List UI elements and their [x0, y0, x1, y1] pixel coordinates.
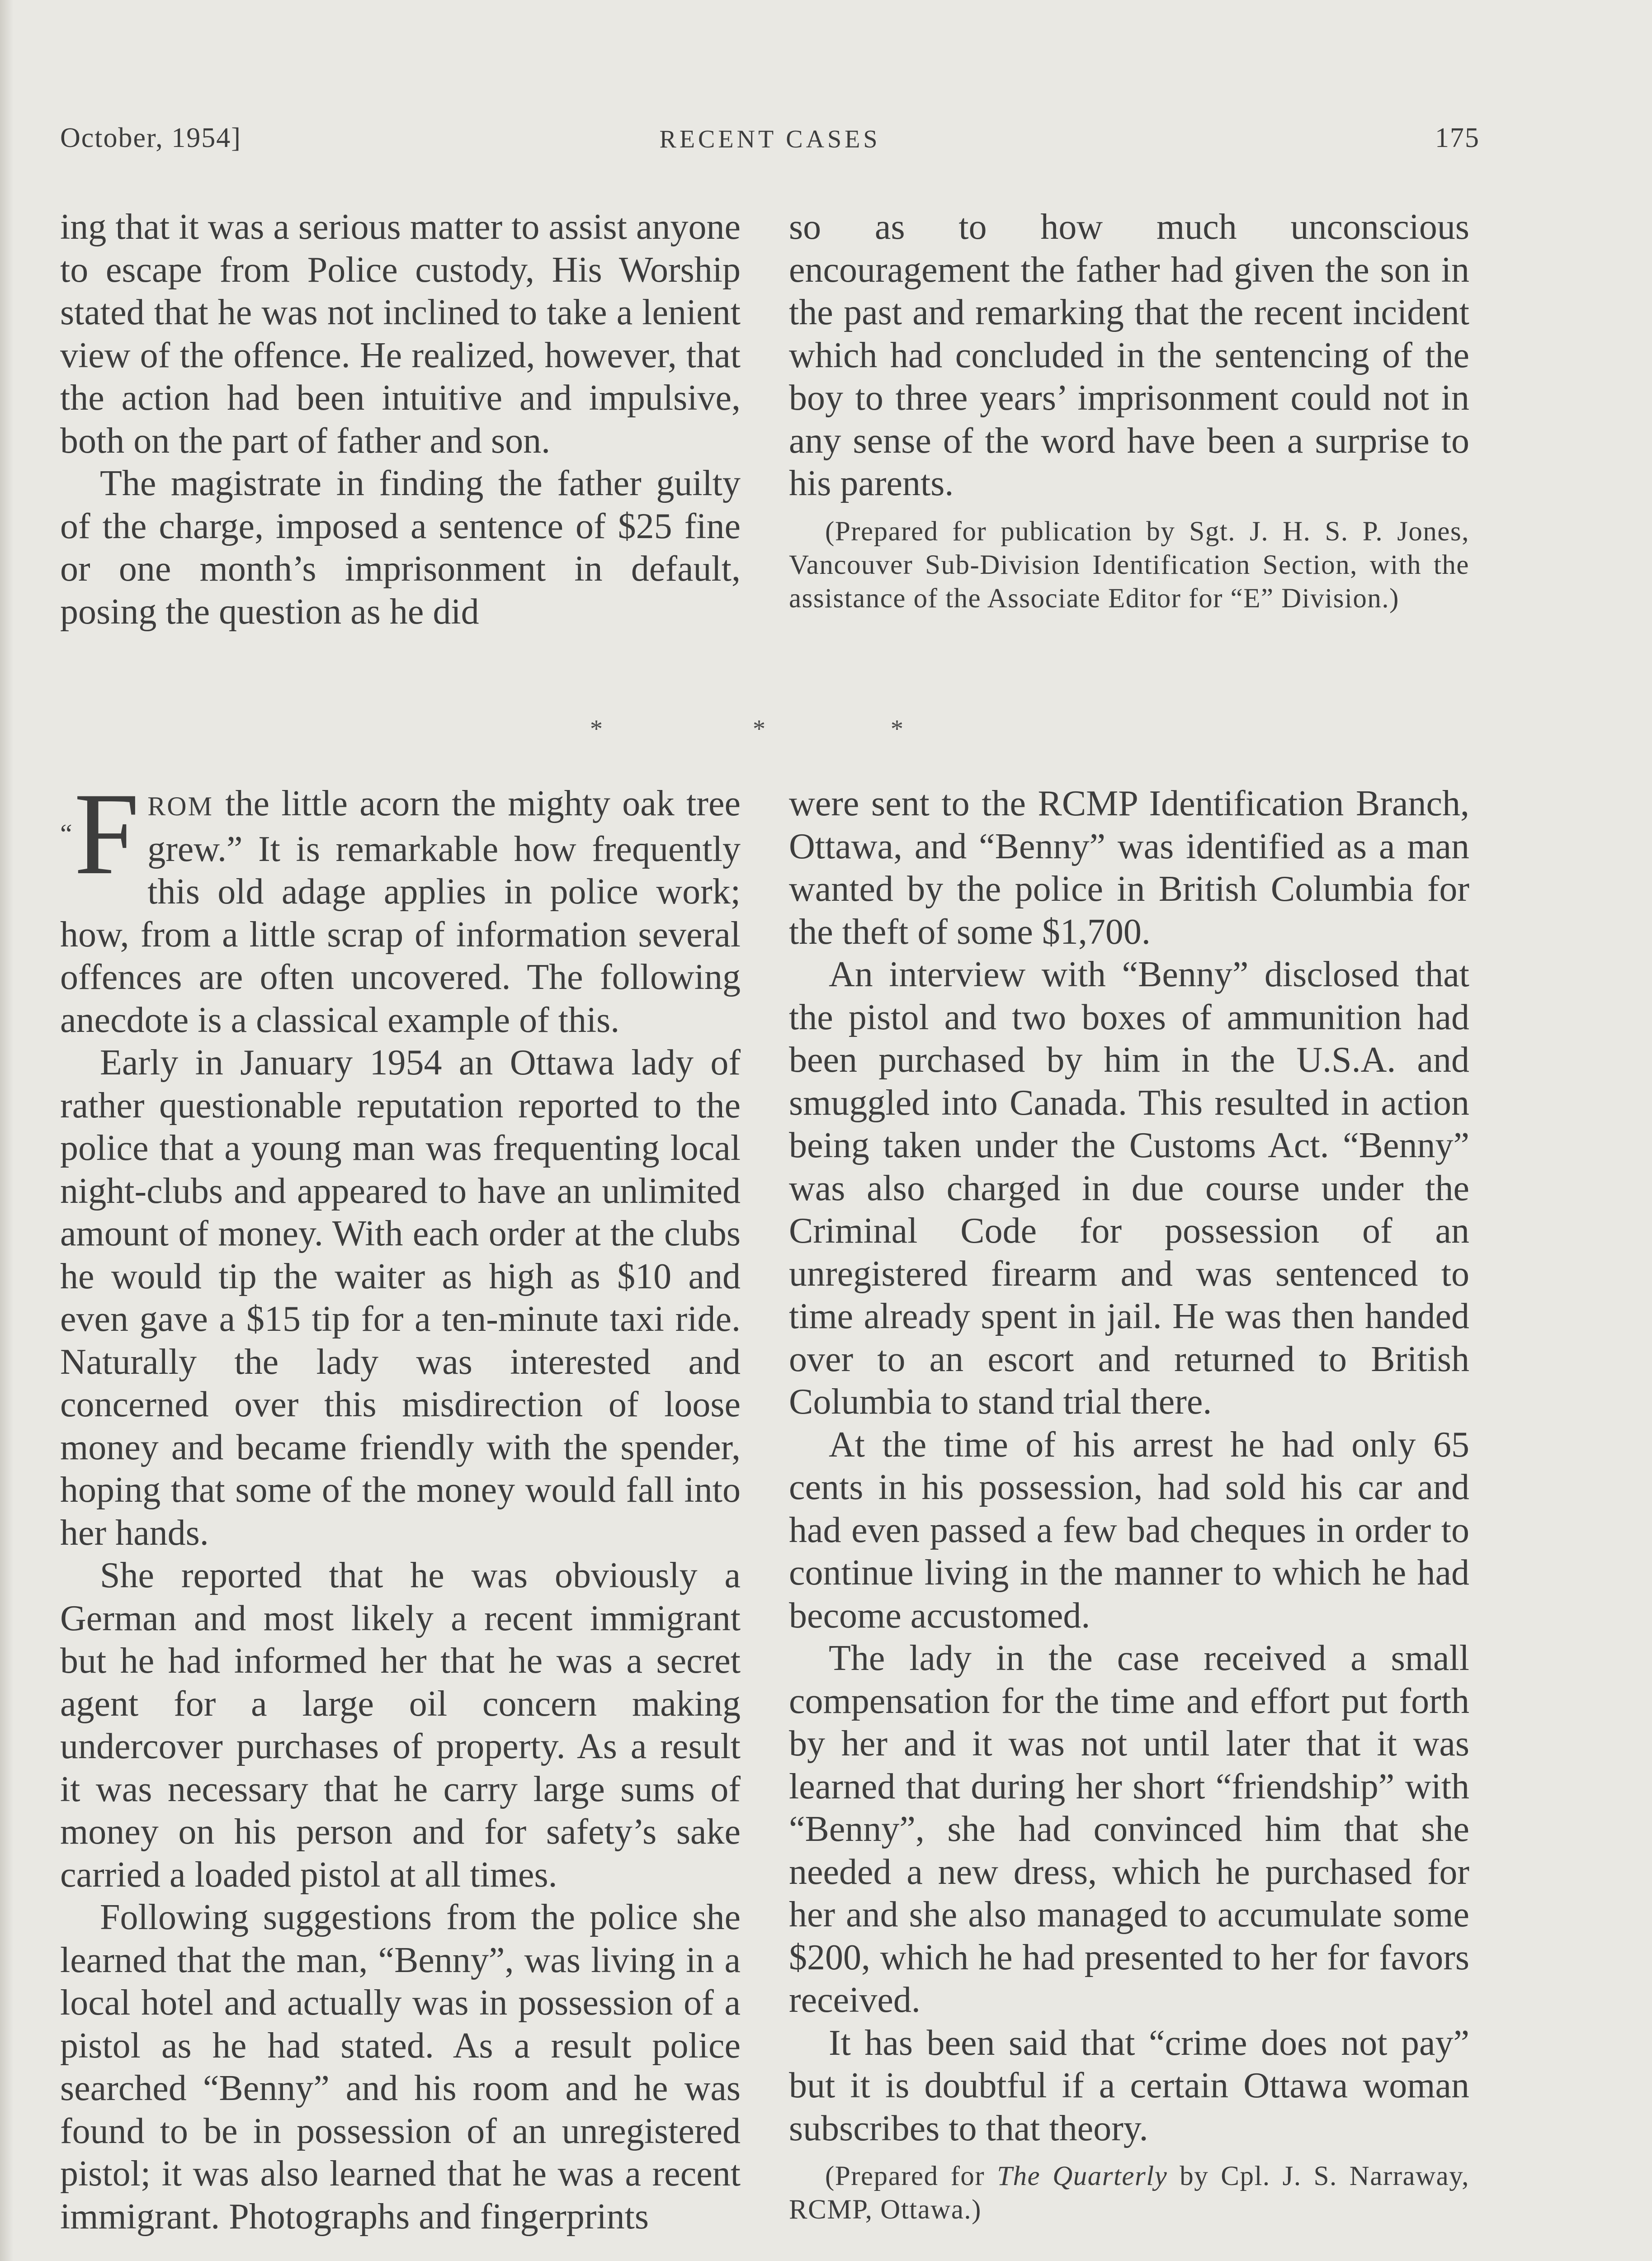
paragraph: Early in January 1954 an Ottawa lady of rather questionable reputation reported to the police that a young man was frequenting local night-clubs and appeared to have an unlimited amount of money. With each order at the clubs he would tip the waiter as high as $10 and even gave a $15 tip for a ten-minute taxi ride. Naturally the lady was interested and concerned over this misdirection of loose money and became friendly with the spender, hoping that some of the money would fall into her hands. — [60, 1043, 741, 1553]
credit-prefix: (Prepared for — [825, 2161, 997, 2191]
bottom-right-column — [789, 782, 1469, 2227]
author-credit — [789, 2160, 1469, 2227]
page-binding-edge — [0, 0, 14, 2261]
top-left-column — [60, 206, 741, 633]
drop-cap — [60, 769, 140, 899]
top-right-column — [789, 206, 1469, 615]
opening-paragraph — [60, 769, 741, 1041]
opening-quote: “ — [60, 819, 72, 849]
credit-suffix: by Cpl. J. S. Narraway, RCMP, Ottawa.) — [789, 2161, 1470, 2225]
paragraph: She reported that he was obviously a German and most likely a recent immigrant but he had informed her that he was a secret agent for a large oil concern making undercover purchases of property. As a result it was necessary that he carry large sums of money on his person and for safety’s sake carried a loaded pistol at all times. — [60, 1556, 741, 1895]
paragraph: An interview with “Benny” disclosed that the pistol and two boxes of ammunition had been purchased by him in the U.S.A. and smuggled into Canada. This resulted in action being taken under the Customs Act. “Benny” was also charged in due course under the Criminal Code for possession of an unregistered firearm and was sentenced to time already spent in jail. He was then handed over to an escort and returned to British Columbia to stand trial there. — [789, 955, 1469, 1422]
section-separator — [565, 714, 927, 742]
issue-date: October, 1954] — [60, 123, 241, 153]
separator-asterisk: * — [753, 715, 765, 743]
page-header — [60, 122, 1480, 163]
paragraph: The magistrate in finding the father guilty of the charge, imposed a sentence of $25 fine or one month’s imprisonment in default, posing the question as he did — [60, 464, 741, 632]
small-caps-word: ROM — [147, 791, 213, 821]
paragraph: so as to how much unconscious encouragement the father had given the son in the past and remarking that the recent incident which had concluded in the sentencing of the boy to three years’ imprisonment could not in any sense of the word have been a surprise to his parents. — [789, 207, 1469, 503]
paragraph: At the time of his arrest he had only 65 cents in his possession, had sold his car and had even passed a few bad cheques in order to continue living in the manner to which he had become accustomed. — [789, 1424, 1469, 1636]
page-number: 175 — [1435, 123, 1480, 153]
paragraph: Following suggestions from the police she learned that the man, “Benny”, was living in a local hotel and actually was in possession of a pistol as he had stated. As a result police searched “Benny” and his room and he was found to be in possession of an unregistered pistol; it was also learned that he was a recent immigrant. Photographs and fingerprints — [60, 1897, 741, 2237]
paragraph: were sent to the RCMP Identification Branch, Ottawa, and “Benny” was identified as a man wanted by the police in British Columbia for the theft of some $1,700. — [789, 784, 1469, 952]
bottom-left-column — [60, 769, 741, 2238]
separator-asterisk: * — [590, 715, 603, 743]
paragraph: The lady in the case received a small compensation for the time and effort put forth by her and it was not until later that it was learned that during her short “friendship” with “Benny”, she had convinced him that she needed a new dress, which he purchased for her and she also managed to accumulate some $200, which he had presented to her for favors received. — [789, 1638, 1469, 2020]
paragraph: ing that it was a serious matter to assist anyone to escape from Police custody, His Worship stated that he was not inclined to take a lenient view of the offence. He realized, however, that the action had been intuitive and impulsive, both on the part of father and son. — [60, 207, 741, 461]
opening-text: the little acorn the mighty oak tree grew.” It is remarkable how frequently this old adage applies in police work; how, from a little scrap of information several offences are often uncovered. The following anecdote is a classical example of this. — [60, 784, 741, 1040]
author-credit: (Prepared for publication by Sgt. J. H. S. P. Jones, Vancouver Sub-Division Identification Section, with the assistance of the Associate Editor for “E” Division.) — [789, 516, 1469, 614]
publication-title: The Quarterly — [997, 2161, 1168, 2191]
running-title: RECENT CASES — [659, 125, 881, 153]
paragraph: It has been said that “crime does not pay” but it is doubtful if a certain Ottawa woman subscribes to that theory. — [789, 2023, 1469, 2148]
separator-asterisk: * — [891, 715, 903, 743]
drop-cap-letter: F — [74, 769, 140, 899]
